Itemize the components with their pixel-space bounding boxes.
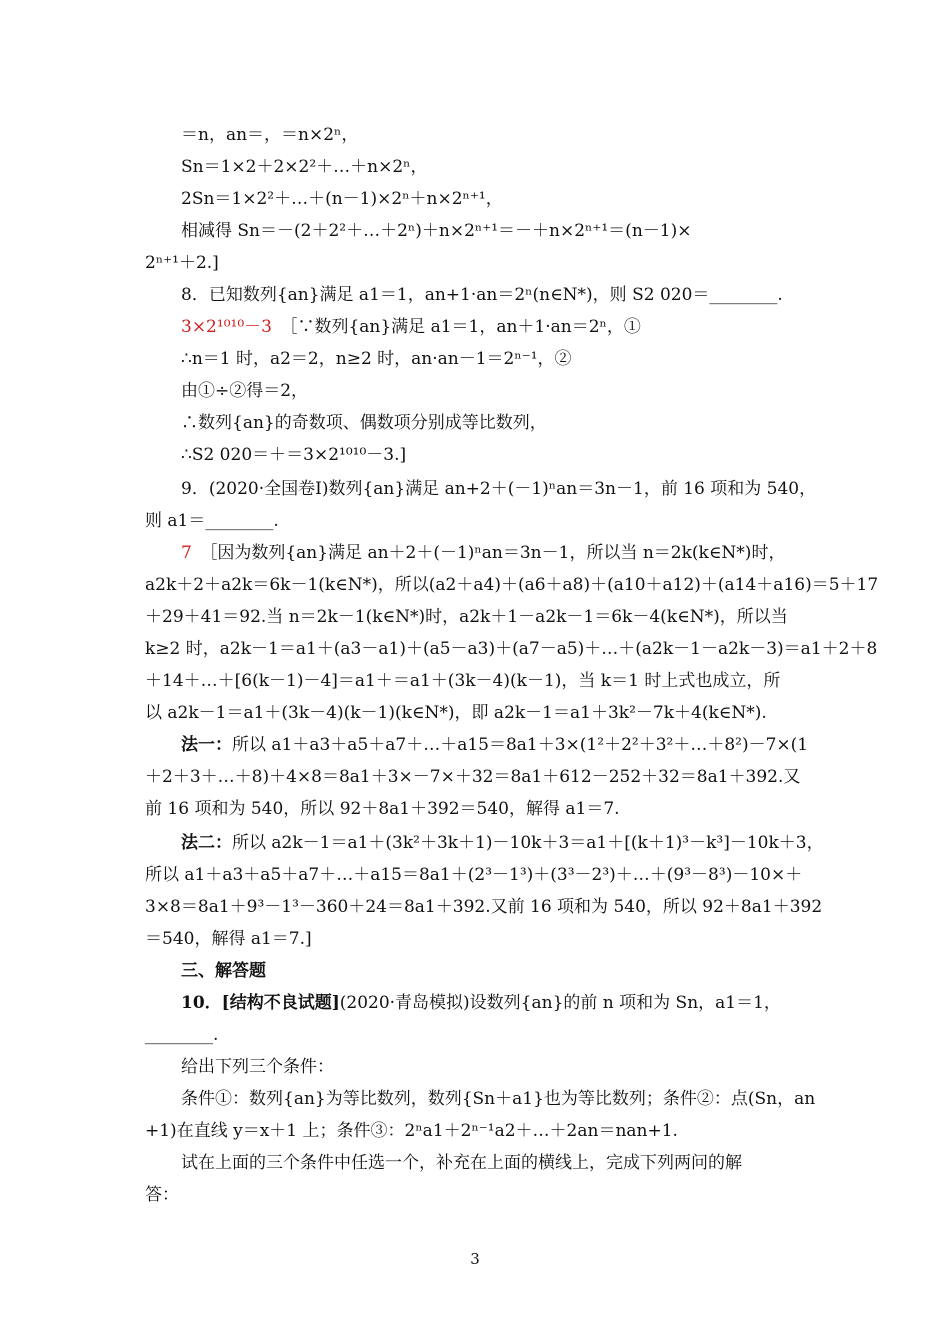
text-line: ________. (145, 1025, 219, 1045)
page-number: 3 (470, 1250, 480, 1268)
text-line: 相减得 Sn＝－(2＋2²＋…＋2ⁿ)＋n×2ⁿ⁺¹＝－＋n×2ⁿ⁺¹＝(n－1)× (181, 221, 692, 241)
method-1-label: 法一： (181, 735, 232, 755)
text-line: ＝540，解得 a1＝7.] (145, 929, 312, 949)
text-line: ＝n，an＝，＝n×2ⁿ， (181, 125, 359, 145)
text-line: 2Sn＝1×2²＋…＋(n－1)×2ⁿ＋n×2ⁿ⁺¹， (181, 189, 503, 209)
answer-8-line (0, 316, 950, 338)
section-heading: 三、解答题 (181, 961, 266, 981)
text-line: ∴数列{an}的奇数项、偶数项分别成等比数列， (181, 413, 547, 433)
text-line: 试在上面的三个条件中任选一个，补充在上面的横线上，完成下列两问的解 (181, 1153, 742, 1173)
text-line: 3×8＝8a1＋9³－1³－360＋24＝8a1＋392.又前 16 项和为 540，所以 92＋8a1＋392 (145, 897, 823, 917)
text-line: 给出下列三个条件： (181, 1057, 334, 1077)
method-text: 所以 a1＋a3＋a5＋a7＋…＋a15＝8a1＋3×(1²＋2²＋3²＋…＋8²)－7×(1 (232, 735, 809, 755)
text-line: ∴S2 020＝＋＝3×2¹⁰¹⁰－3.] (181, 445, 407, 465)
text-line: ＋2＋3＋…＋8)＋4×8＝8a1＋3×－7×＋32＝8a1＋612－252＋32＝8a1＋392.又 (145, 767, 801, 787)
text-line: +1)在直线 y＝x＋1 上；条件③：2ⁿa1＋2ⁿ⁻¹a2＋…＋2an＝nan+1. (145, 1121, 678, 1141)
text-line: ∴n＝1 时，a2＝2，n≥2 时，an·an－1＝2ⁿ⁻¹，② (181, 349, 572, 369)
method-text: 所以 a2k－1＝a1＋(3k²＋3k＋1)－10k＋3＝a1＋[(k＋1)³－k³]－10k＋3， (232, 833, 824, 853)
answer-9-line (0, 542, 950, 564)
question-10-label: 10．[结构不良试题] (181, 993, 340, 1013)
method-2-label: 法二： (181, 833, 232, 853)
text-line: ＋14＋…＋[6(k－1)－4]＝a1＋＝a1＋(3k－4)(k－1)，当 k＝1 时上式也成立，所 (145, 671, 781, 691)
method-1-line (0, 734, 950, 756)
text-line: 前 16 项和为 540，所以 92＋8a1＋392＝540，解得 a1＝7. (145, 799, 620, 819)
text-line: 答： (145, 1185, 179, 1205)
text-line: a2k＋2＋a2k＝6k－1(k∈N*)，所以(a2＋a4)＋(a6＋a8)＋(a10＋a12)＋(a14＋a16)＝5＋17 (145, 575, 879, 595)
question-9: 9．(2020·全国卷Ⅰ)数列{an}满足 an+2＋(－1)ⁿan＝3n－1，前 16 项和为 540， (181, 479, 817, 499)
answer-9: 7 (181, 543, 192, 563)
method-2-line (0, 832, 950, 854)
question-8: 8．已知数列{an}满足 a1＝1，an+1·an＝2ⁿ(n∈N*)，则 S2 020＝________. (181, 285, 783, 305)
text-line: Sn＝1×2＋2×2²＋…＋n×2ⁿ， (181, 157, 428, 177)
text-line: 由①÷②得＝2， (181, 381, 309, 401)
text-line: 则 a1＝________. (145, 511, 279, 531)
question-10 (0, 992, 950, 1014)
text-line: 以 a2k－1＝a1＋(3k－4)(k－1)(k∈N*)，即 a2k－1＝a1＋3k²－7k＋4(k∈N*). (145, 703, 767, 723)
text-line: k≥2 时，a2k－1＝a1＋(a3－a1)＋(a5－a3)＋(a7－a5)＋…＋(a2k－1－a2k－3)＝a1＋2＋8 (145, 639, 878, 659)
answer-8: 3×2¹⁰¹⁰－3 (181, 317, 272, 337)
text-line: 2ⁿ⁺¹＋2.] (145, 253, 219, 273)
text-line: 条件①：数列{an}为等比数列，数列{Sn＋a1}也为等比数列；条件②：点(Sn，an (181, 1089, 816, 1109)
solution-text: ［因为数列{an}满足 an＋2＋(－1)ⁿan＝3n－1，所以当 n＝2k(k∈N*)时， (208, 543, 786, 563)
text-line: 所以 a1＋a3＋a5＋a7＋…＋a15＝8a1＋(2³－1³)＋(3³－2³)＋…＋(9³－8³)－10×＋ (145, 865, 803, 885)
text-line: ＋29＋41＝92.当 n＝2k－1(k∈N*)时，a2k＋1－a2k－1＝6k－4(k∈N*)，所以当 (145, 607, 788, 627)
question-text: (2020·青岛模拟)设数列{an}的前 n 项和为 Sn，a1＝1， (339, 993, 781, 1013)
solution-text: ［∵数列{an}满足 a1＝1，an＋1·an＝2ⁿ，① (288, 317, 641, 337)
